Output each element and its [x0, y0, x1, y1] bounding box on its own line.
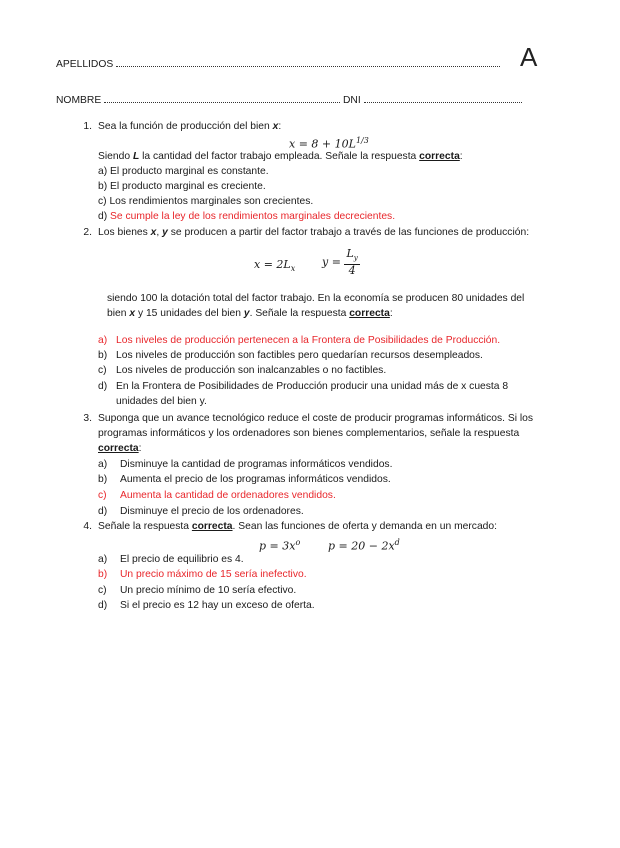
question-prompt-line-1: Suponga que un avance tecnológico reduce el coste de producir programas informáticos. Si los — [98, 413, 534, 424]
question-body-line-2: bien x y 15 unidades del bien y. Señale la respuesta correcta: — [107, 308, 393, 319]
option-1b[interactable]: b) El producto marginal es creciente. — [98, 181, 266, 192]
option-1a[interactable]: a) El producto marginal es constante. — [98, 166, 269, 177]
question-prompt: Señale la respuesta correcta. Sean las funciones de oferta y demanda en un mercado: — [98, 521, 497, 532]
option-1c[interactable]: c) Los rendimientos marginales son crecientes. — [98, 196, 314, 207]
question-number: 3. — [83, 413, 92, 424]
question-number: 4. — [83, 521, 92, 532]
production-function-formula: $x = 8 + 10L^{1/3}$ — [289, 136, 369, 151]
question-number: 1. — [83, 121, 92, 132]
question-prompt-line-3: correcta: — [98, 443, 142, 454]
question-prompt: Sea la función de producción del bien x: — [98, 121, 282, 132]
question-prompt-line-2: programas informáticos y los ordenadores son bienes complementarios, señale la respuesta — [98, 428, 520, 439]
nombre-label: NOMBRE DNI — [56, 94, 522, 108]
apellidos-field[interactable] — [116, 58, 500, 67]
question-body-line-1: siendo 100 la dotación total del factor trabajo. En la economía se producen 80 unidades del — [107, 293, 525, 304]
exam-letter: A — [520, 42, 538, 72]
question-number: 2. — [83, 227, 92, 238]
option-1d[interactable]: d) Se cumple la ley de los rendimientos marginales decrecientes. — [98, 211, 396, 222]
apellidos-label: APELLIDOS — [56, 58, 500, 72]
dni-field[interactable] — [364, 94, 522, 103]
question-prompt: Los bienes x, y se producen a partir del factor trabajo a través de las funciones de producción: — [98, 227, 530, 238]
question-description: Siendo L la cantidad del factor trabajo empleada. Señale la respuesta correcta: — [98, 151, 463, 162]
nombre-field[interactable] — [104, 94, 340, 103]
supply-function-formula: $p = 3x^o$ — [259, 538, 301, 553]
demand-function-formula: $p = 20 - 2x^d$ — [328, 538, 400, 553]
production-function-y: y = $\frac{L_y}{4}$ — [322, 247, 358, 278]
dni-label: DNI — [342, 95, 361, 106]
production-function-x: $x = 2L_x$ — [254, 258, 296, 274]
